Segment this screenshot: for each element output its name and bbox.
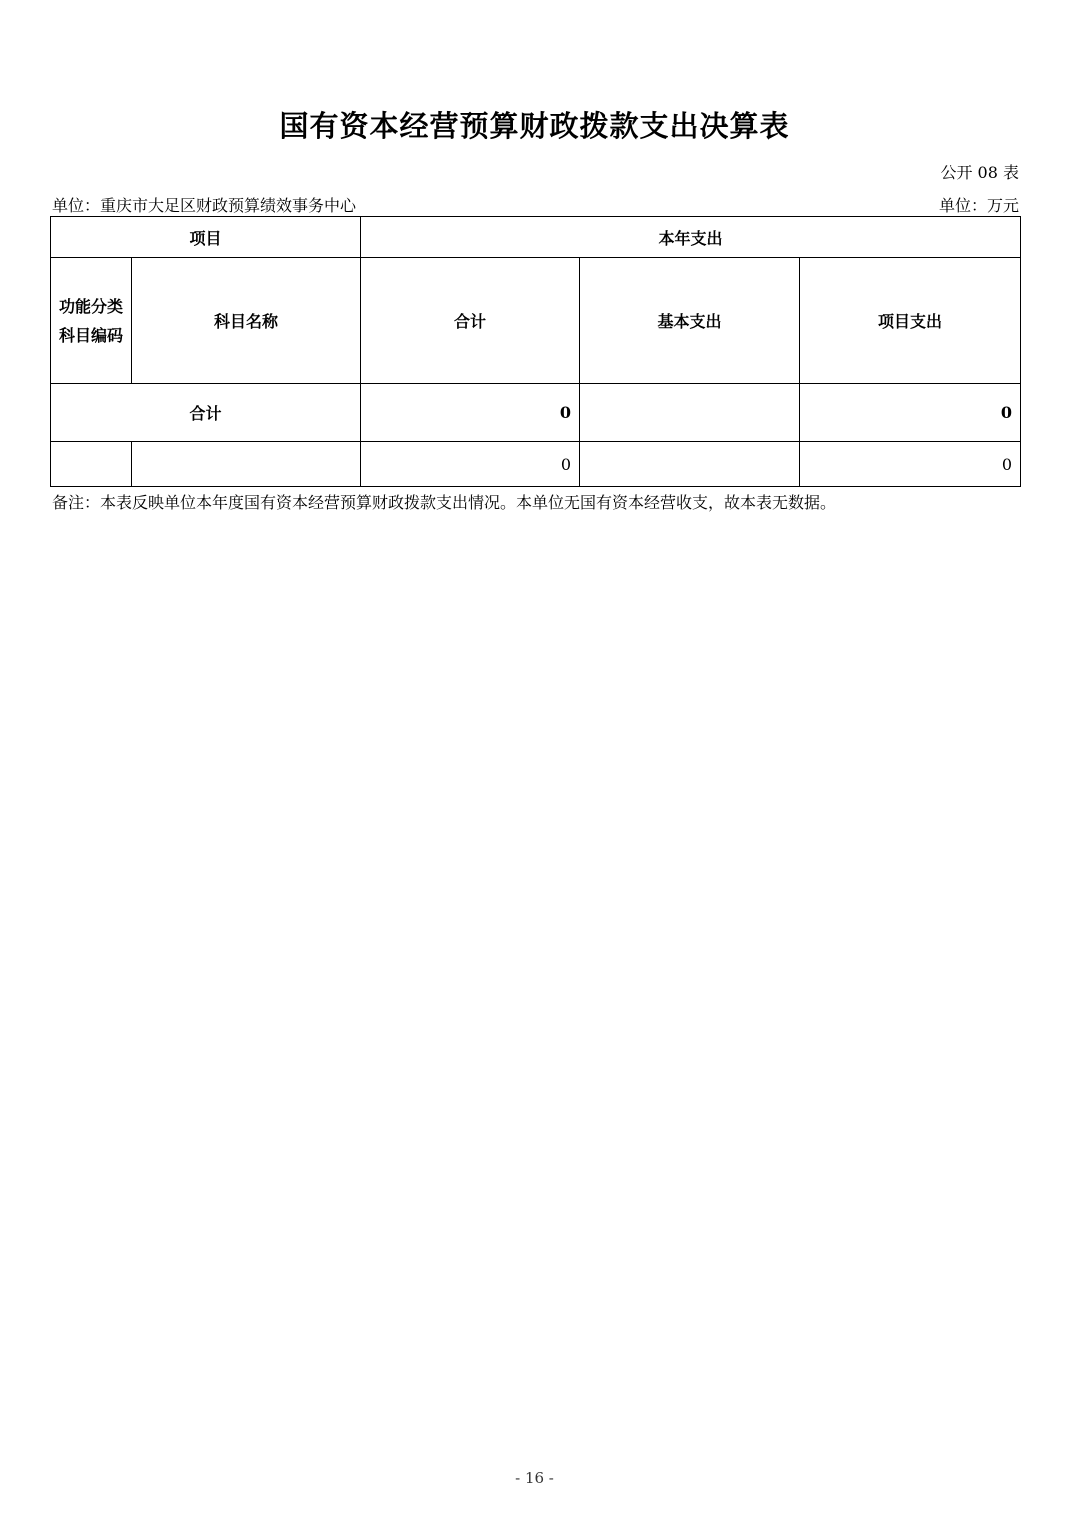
footnote: 备注：本表反映单位本年度国有资本经营预算财政拨款支出情况。本单位无国有资本经营收支，故本表无数据。: [52, 493, 837, 512]
row-basic: [580, 442, 800, 487]
page-number: - 16 -: [515, 1469, 554, 1487]
header-basic-expenditure: 基本支出: [580, 258, 800, 384]
page-title: 国有资本经营预算财政拨款支出决算表: [279, 109, 790, 143]
total-row: [51, 384, 1021, 442]
table-code: 公开 08 表: [940, 163, 1019, 182]
header-function-code: [51, 258, 132, 384]
expenditure-table: [50, 216, 1021, 487]
header-row-2: [51, 258, 1021, 384]
header-total: 合计: [361, 258, 580, 384]
unit-currency: 单位：万元: [938, 196, 1019, 215]
total-row-project: 0: [800, 384, 1021, 442]
header-subject-name: 科目名称: [132, 258, 361, 384]
header-function-code-line1: 功能分类: [58, 296, 123, 316]
unit-organization: 单位：重庆市大足区财政预算绩效事务中心: [52, 196, 357, 215]
total-row-basic: [580, 384, 800, 442]
table-row: [51, 442, 1021, 487]
row-code: [51, 442, 132, 487]
total-row-total: 0: [361, 384, 580, 442]
header-row-1: [51, 217, 1021, 258]
row-total: 0: [361, 442, 580, 487]
row-name: [132, 442, 361, 487]
header-project: 项目: [51, 217, 361, 258]
header-project-expenditure: 项目支出: [800, 258, 1021, 384]
header-function-code-line2: 科目编码: [58, 325, 123, 345]
row-project: 0: [800, 442, 1021, 487]
header-current-year-expenditure: 本年支出: [361, 217, 1021, 258]
total-row-label: 合计: [51, 384, 361, 442]
